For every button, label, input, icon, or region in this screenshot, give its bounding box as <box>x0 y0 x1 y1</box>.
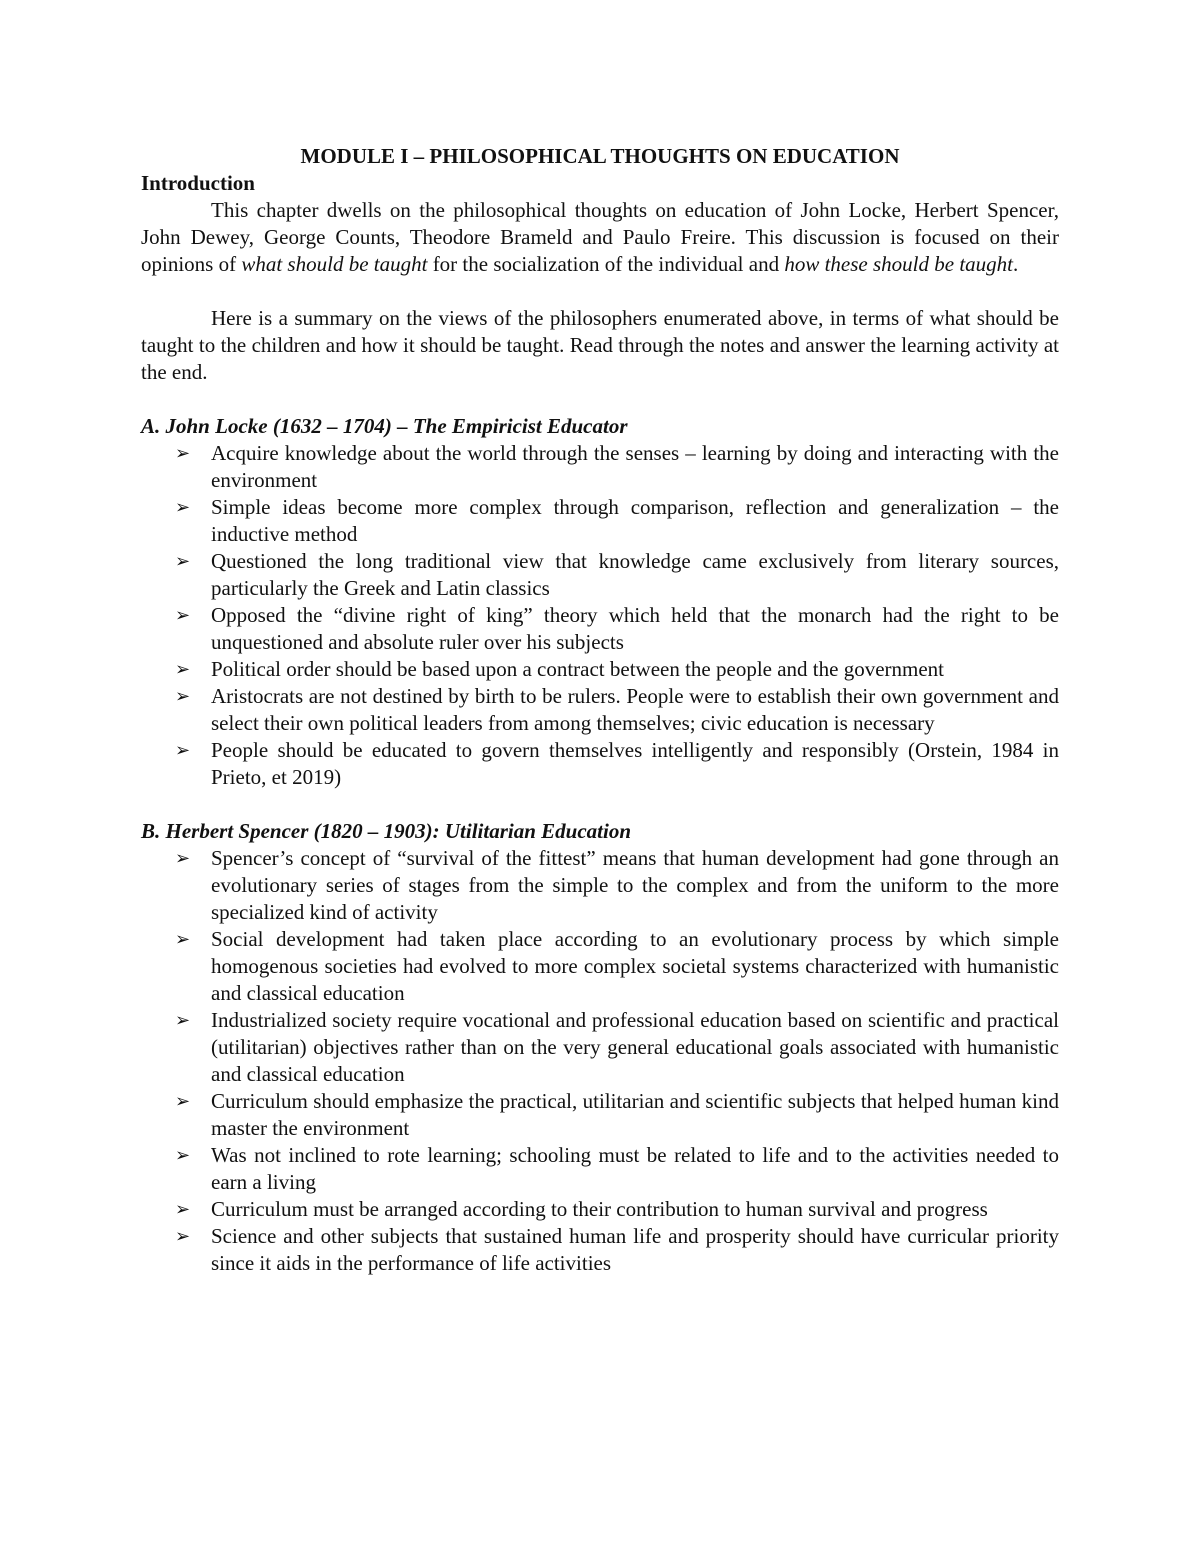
list-item <box>175 494 1059 548</box>
list-item-text: Curriculum must be arranged according to their contribution to human survival and progress <box>211 1197 988 1221</box>
list-item <box>175 1196 1059 1223</box>
list-item-text: Aristocrats are not destined by birth to be rulers. People were to establish their own government and select their own political leaders from among themselves; civic education is necessary <box>211 684 1059 735</box>
list-item-text: Questioned the long traditional view that knowledge came exclusively from literary sources, particularly the Greek and Latin classics <box>211 549 1059 600</box>
list-item <box>175 1007 1059 1088</box>
list-item <box>175 845 1059 926</box>
list-item-text: Opposed the “divine right of king” theory which held that the monarch had the right to be unquestioned and absolute ruler over his subjects <box>211 603 1059 654</box>
section-title-locke: A. John Locke (1632 – 1704) – The Empiricist Educator <box>141 414 628 438</box>
section-locke <box>141 413 1059 791</box>
arrow-bullet-icon: ➢ <box>175 497 191 518</box>
intro-p1-text-2: for the socialization of the individual and <box>427 252 785 276</box>
list-item <box>175 602 1059 656</box>
bullet-list-locke <box>141 440 1059 791</box>
document-page <box>141 143 1059 1277</box>
intro-p1-emphasis-2: how these should be taught <box>784 252 1013 276</box>
arrow-bullet-icon: ➢ <box>175 929 191 950</box>
intro-p1-text-1: This chapter dwells on the philosophical thoughts on education of John Locke, Herbert Spencer, John Dewey, George Counts, Theodore Brameld and Paulo Freire. This discussion is focused on their opinions of <box>141 198 1059 276</box>
arrow-bullet-icon: ➢ <box>175 1226 191 1247</box>
arrow-bullet-icon: ➢ <box>175 659 191 680</box>
list-item <box>175 1223 1059 1277</box>
arrow-bullet-icon: ➢ <box>175 1091 191 1112</box>
list-item <box>175 656 1059 683</box>
list-item <box>175 683 1059 737</box>
list-item-text: Acquire knowledge about the world through the senses – learning by doing and interacting with the environment <box>211 441 1059 492</box>
arrow-bullet-icon: ➢ <box>175 848 191 869</box>
list-item <box>175 1142 1059 1196</box>
arrow-bullet-icon: ➢ <box>175 1145 191 1166</box>
list-item-text: Spencer’s concept of “survival of the fittest” means that human development had gone through an evolutionary series of stages from the simple to the complex and from the uniform to the more specialized kind of activity <box>211 846 1059 924</box>
list-item-text: Simple ideas become more complex through comparison, reflection and generalization – the inductive method <box>211 495 1059 546</box>
section-title-spencer: B. Herbert Spencer (1820 – 1903): Utilitarian Education <box>141 819 632 843</box>
intro-paragraph-2: Here is a summary on the views of the philosophers enumerated above, in terms of what should be taught to the children and how it should be taught. Read through the notes and answer the learning activity at the end. <box>141 306 1059 384</box>
arrow-bullet-icon: ➢ <box>175 551 191 572</box>
section-spencer <box>141 818 1059 1277</box>
intro-p1-emphasis-1: what should be taught <box>241 252 428 276</box>
list-item-text: Was not inclined to rote learning; schooling must be related to life and to the activities needed to earn a living <box>211 1143 1059 1194</box>
arrow-bullet-icon: ➢ <box>175 443 191 464</box>
spacer <box>141 386 1059 413</box>
list-item <box>175 737 1059 791</box>
intro-heading: Introduction <box>141 171 255 195</box>
list-item <box>175 1088 1059 1142</box>
list-item <box>175 440 1059 494</box>
module-title: MODULE I – PHILOSOPHICAL THOUGHTS ON EDUCATION <box>300 144 900 168</box>
bullet-list-spencer <box>141 845 1059 1277</box>
arrow-bullet-icon: ➢ <box>175 605 191 626</box>
intro-paragraph-1 <box>141 197 1059 278</box>
list-item-text: Social development had taken place according to an evolutionary process by which simple homogenous societies had evolved to more complex societal systems characterized with humanistic and classical education <box>211 927 1059 1005</box>
arrow-bullet-icon: ➢ <box>175 740 191 761</box>
arrow-bullet-icon: ➢ <box>175 686 191 707</box>
list-item <box>175 926 1059 1007</box>
list-item-text: Industrialized society require vocational and professional education based on scientific and practical (utilitarian) objectives rather than on the very general educational goals associated with humanistic and classical education <box>211 1008 1059 1086</box>
intro-p1-text-3: . <box>1013 252 1019 276</box>
arrow-bullet-icon: ➢ <box>175 1199 191 1220</box>
list-item-text: Science and other subjects that sustained human life and prosperity should have curricular priority since it aids in the performance of life activities <box>211 1224 1059 1275</box>
list-item-text: People should be educated to govern themselves intelligently and responsibly (Orstein, 1984 in Prieto, et 2019) <box>211 738 1059 789</box>
arrow-bullet-icon: ➢ <box>175 1010 191 1031</box>
spacer <box>141 791 1059 818</box>
list-item-text: Curriculum should emphasize the practical, utilitarian and scientific subjects that helped human kind master the environment <box>211 1089 1059 1140</box>
list-item <box>175 548 1059 602</box>
spacer <box>141 278 1059 305</box>
list-item-text: Political order should be based upon a contract between the people and the government <box>211 657 945 681</box>
